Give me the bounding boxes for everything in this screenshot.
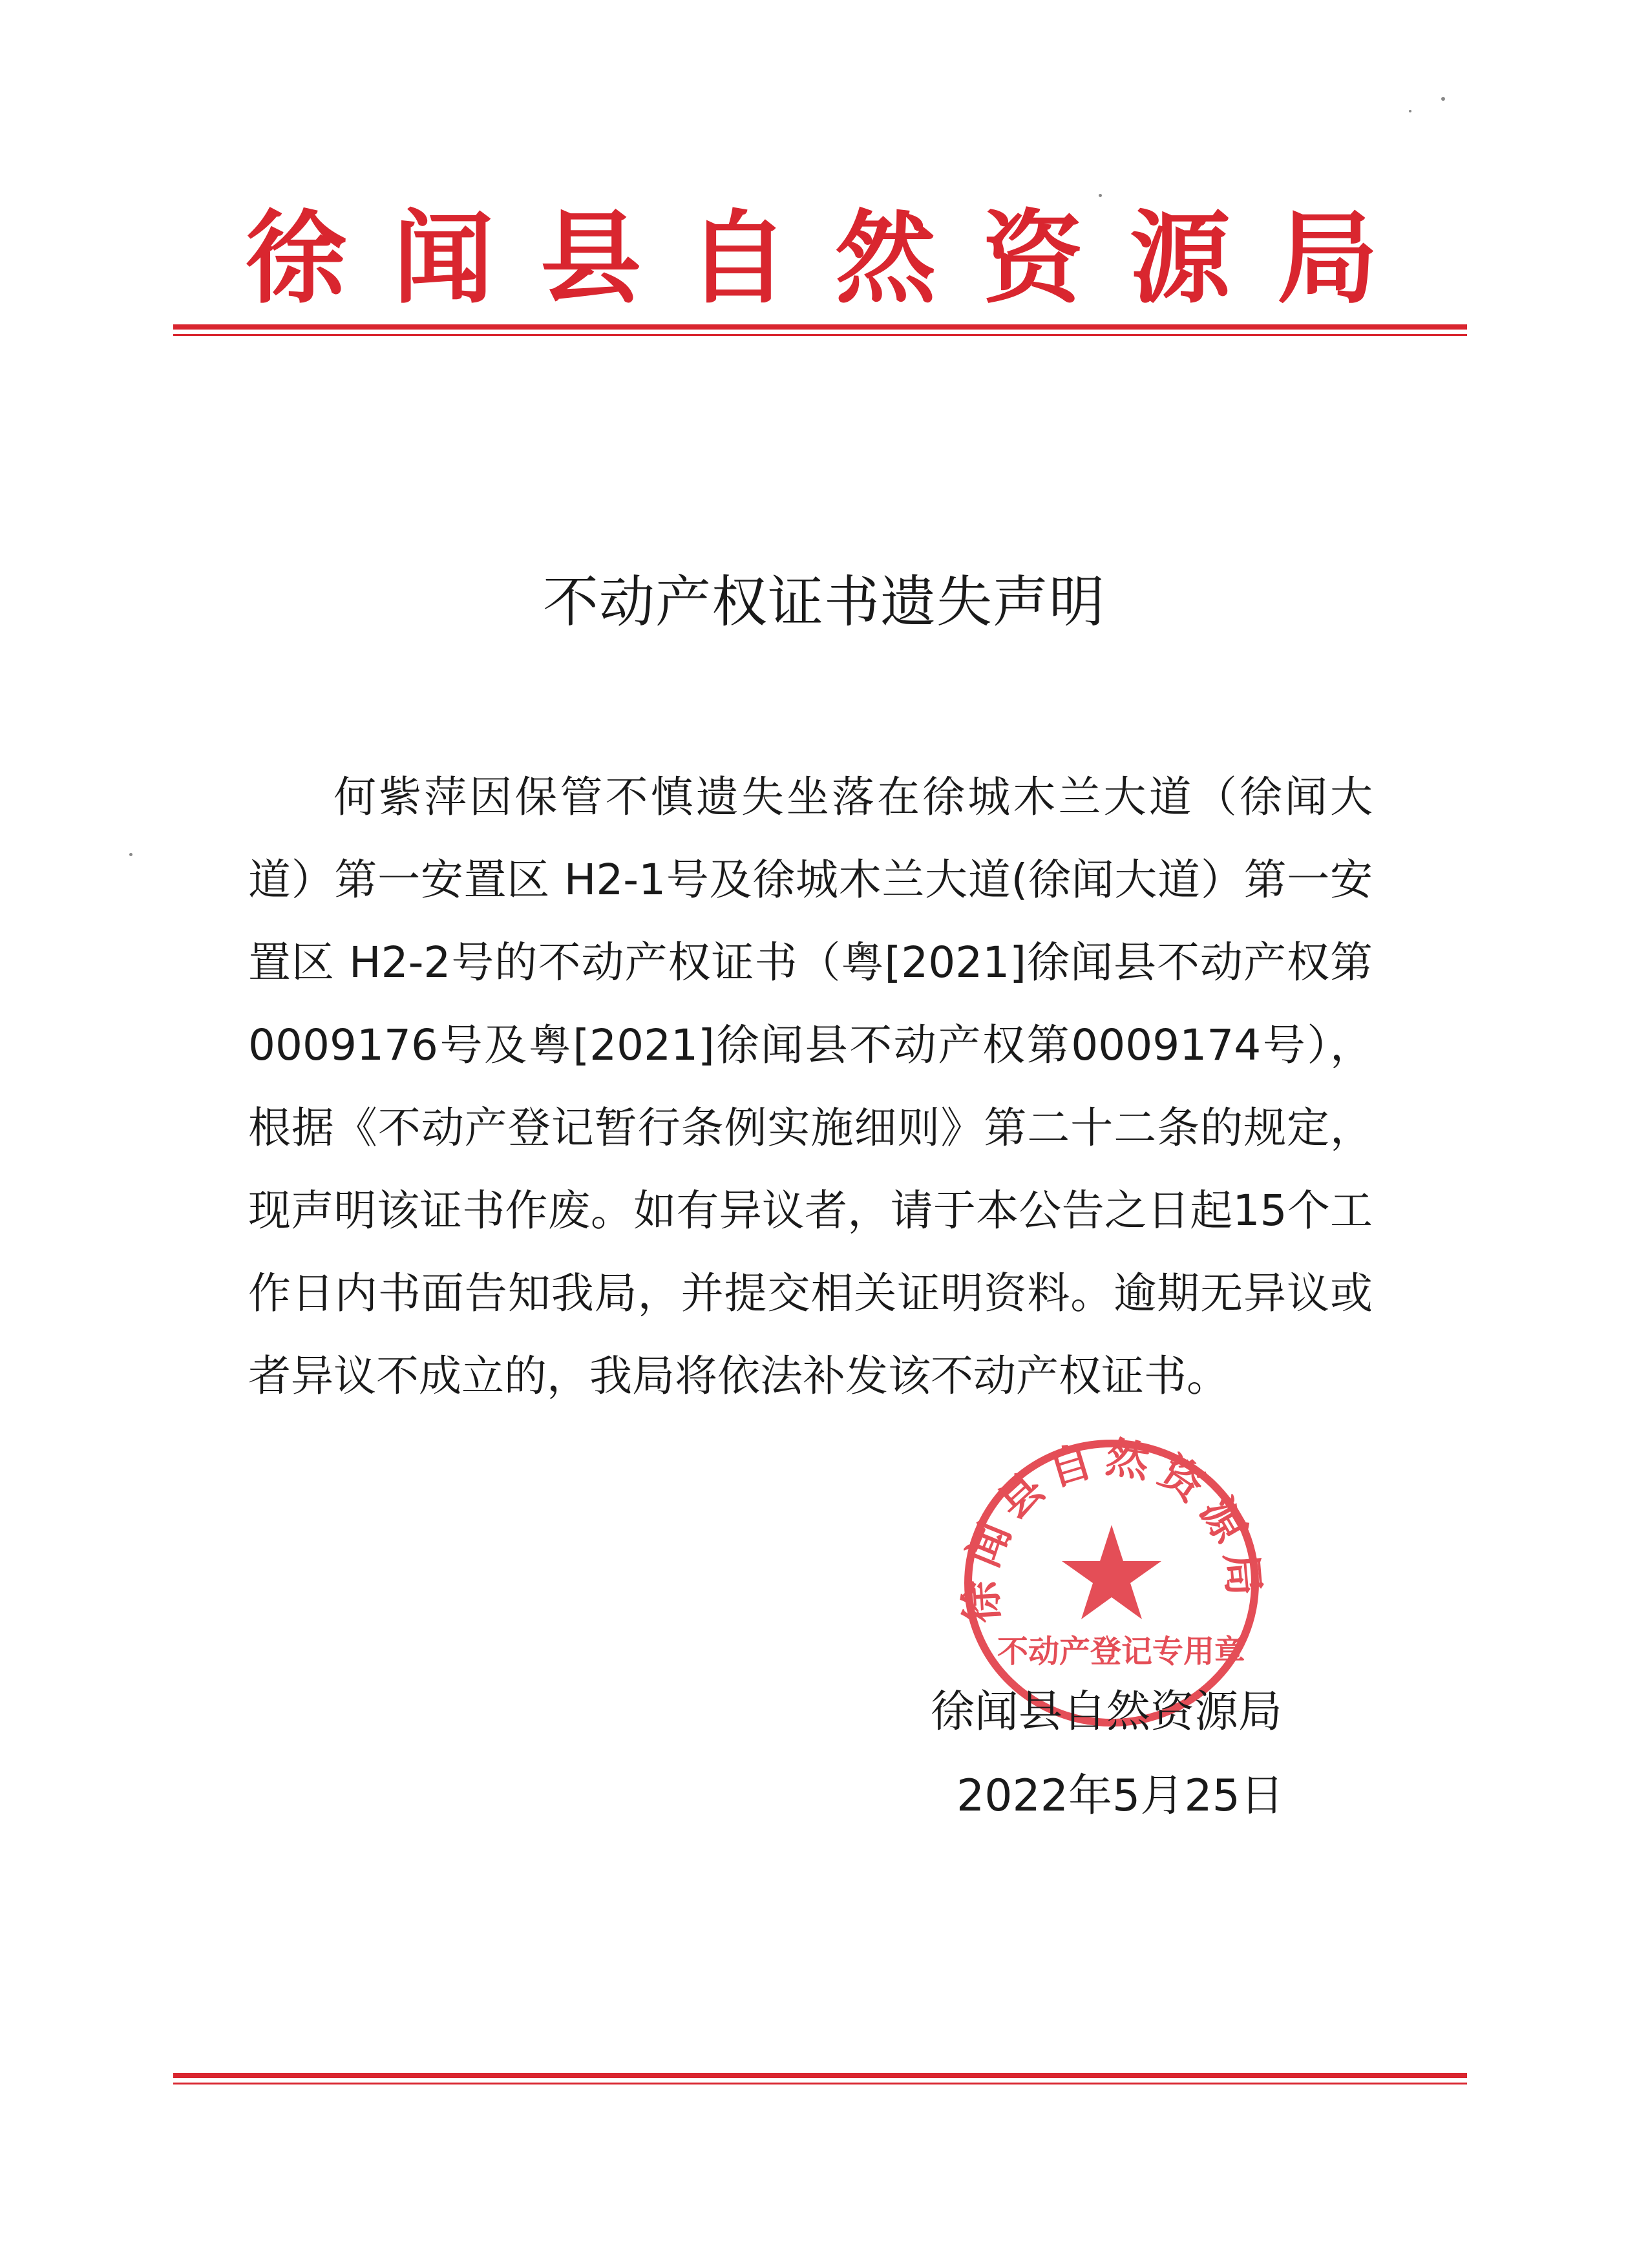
signature-date: 2022年5月25日 (956, 1770, 1284, 1822)
footer-divider-thick-line (173, 2073, 1467, 2078)
footer-divider-thin-line (173, 2083, 1467, 2084)
scan-speck (1099, 194, 1102, 197)
document-title: 不动产权证书遗失声明 (543, 570, 1105, 635)
divider-thin-line (173, 334, 1467, 336)
letterhead-divider-top (173, 324, 1467, 336)
letterhead-title: 徐闻县自然资源局 (246, 199, 1424, 317)
scan-speck (129, 853, 132, 856)
divider-thick-line (173, 324, 1467, 330)
signature-organization: 徐闻县自然资源局 (931, 1686, 1283, 1738)
document-body: 何紫萍因保管不慎遗失坐落在徐城木兰大道（徐闻大道）第一安置区 H2-1号及徐城木兰大道(徐闻大道）第一安置区 H2-2号的不动产权证书（粤[2021]徐闻县不动产权第0009176号及粤[2021]徐闻县不动产权第0009174号），根据《不动产登记暂行条例实施细则》第二十二条的规定，现声明该证书作废。如有异议者，请于本公告之日起15个工作日内书面告知我局，并提交相关证明资料。逾期无异议或者异议不成立的，我局将依法补发该不动产权证书。 (248, 772, 1373, 1401)
star-icon (1062, 1525, 1161, 1619)
scan-speck (1441, 97, 1445, 101)
footer-divider (173, 2073, 1467, 2084)
seal-ring-text-path: 徐闻县自然资源局 (955, 1431, 1271, 1625)
scan-speck (1409, 110, 1411, 112)
seal-bottom-text: 不动产登记专用章 (997, 1633, 1246, 1670)
